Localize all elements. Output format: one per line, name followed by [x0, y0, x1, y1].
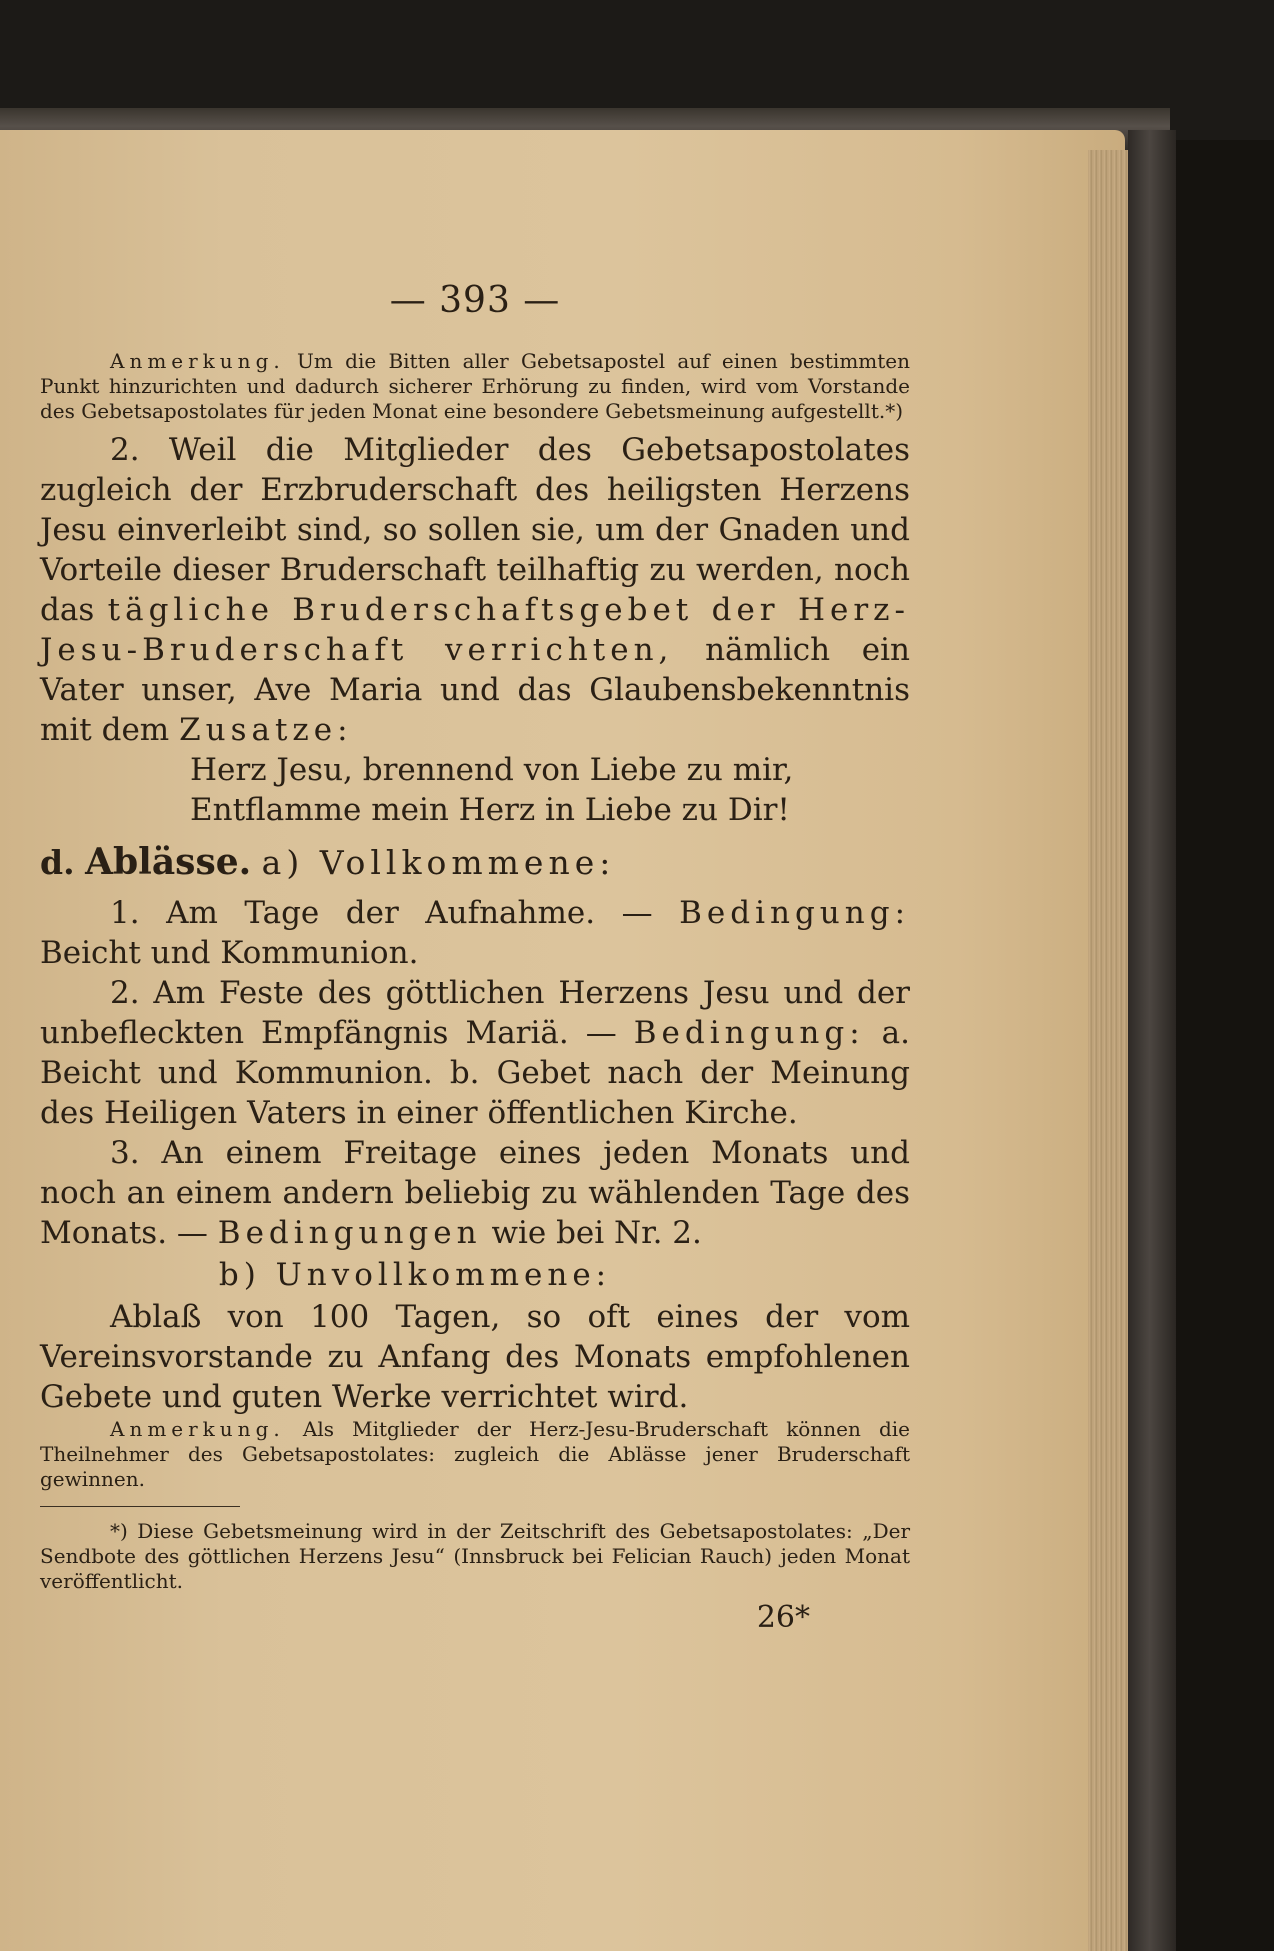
section-d-sub-a: a) Vollkommene:: [261, 843, 616, 882]
verse-line-2: Entflamme mein Herz in Liebe zu Dir!: [190, 792, 790, 828]
note-1-label: Anmerkung.: [110, 349, 285, 373]
item-2-text: 2. Am Feste des göttlichen Herzens Jesu und der unbefleckten Empfängnis Mariä. —: [40, 975, 910, 1051]
section-d-title: Ablässe.: [85, 841, 252, 883]
item-2-cond-label: Bedingung:: [633, 1015, 865, 1051]
background-dark: [1176, 140, 1274, 1951]
text-block: [40, 280, 910, 1635]
item-3-cond: wie bei Nr. 2.: [491, 1215, 702, 1251]
paragraph-2-c: nämlich ein Vater unser, Ave Maria und das Glaubensbekenntnis mit dem: [40, 632, 910, 748]
signature-mark: 26*: [756, 1600, 810, 1635]
verse-line-1: Herz Jesu, brennend von Liebe zu mir,: [190, 752, 794, 788]
item-1: [40, 893, 910, 973]
footnote-rule: [40, 1506, 240, 1507]
footnote: *) Diese Gebetsmeinung wird in der Zeitschrift des Gebetsapostolates: „Der Sendbote des göttlichen Herzens Jesu“ (Innsbruck bei Felician Rauch) jeden Monat veröffentlicht.: [40, 1519, 910, 1593]
item-3-text: 3. An einem Freitage eines jeden Monats und noch an einem andern beliebig zu wählenden Tage des Monats. —: [40, 1135, 910, 1251]
paragraph-2-b: tägliche Bruderschaftsgebet der Herz-Jesu-Bruderschaft verrichten,: [40, 592, 910, 668]
paragraph-2-a: 2. Weil die Mitglieder des Gebetsapostolates zugleich der Erzbruderschaft des heiligsten Herzens Jesu einverleibt sind, so sollen sie, um der Gnaden und Vorteile dieser Bruderschaft teilhaftig zu werden, noch das: [40, 432, 910, 628]
note-1: [40, 349, 910, 424]
item-3-cond-label: Bedingungen: [217, 1215, 482, 1251]
item-3: [40, 1133, 910, 1253]
item-1-cond-label: Bedingung:: [679, 895, 911, 931]
item-2-cond: a. Beicht und Kommunion. b. Gebet nach der Meinung des Heiligen Vaters in einer öffentlichen Kirche.: [40, 1015, 911, 1131]
ablass-paragraph: Ablaß von 100 Tagen, so oft eines der vom Vereinsvorstande zu Anfang des Monats empfohlenen Gebete und guten Werke verrichtet wird.: [40, 1299, 910, 1415]
paragraph-2: [40, 430, 910, 750]
book-spine: [1128, 130, 1176, 1951]
item-1-text: 1. Am Tage der Aufnahme. —: [110, 895, 653, 931]
note-1-text: Um die Bitten aller Gebetsapostel auf einen bestimmten Punkt hinzurichten und dadurch sicherer Erhörung zu finden, wird vom Vorstande des Gebetsapostolates für jeden Monat eine besondere Gebetsmeinung aufgestellt.*): [40, 349, 911, 423]
section-sub-b: b) Unvollkommene:: [218, 1257, 612, 1293]
page-edges: [1088, 150, 1128, 1951]
item-2: [40, 973, 910, 1133]
note-2-label: Anmerkung.: [110, 1417, 285, 1441]
section-d-heading: [40, 838, 910, 887]
page-number: — 393 —: [389, 280, 561, 321]
item-1-cond: Beicht und Kommunion.: [40, 935, 419, 971]
note-2: [40, 1417, 910, 1492]
note-2-text: Als Mitglieder der Herz-Jesu-Bruderschaft können die Theilnehmer des Gebetsapostolates: zugleich die Ablässe jener Bruderschaft gewinnen.: [40, 1417, 910, 1491]
section-d-letter: d.: [40, 843, 75, 882]
paragraph-2-d: Zusatze:: [179, 712, 353, 748]
